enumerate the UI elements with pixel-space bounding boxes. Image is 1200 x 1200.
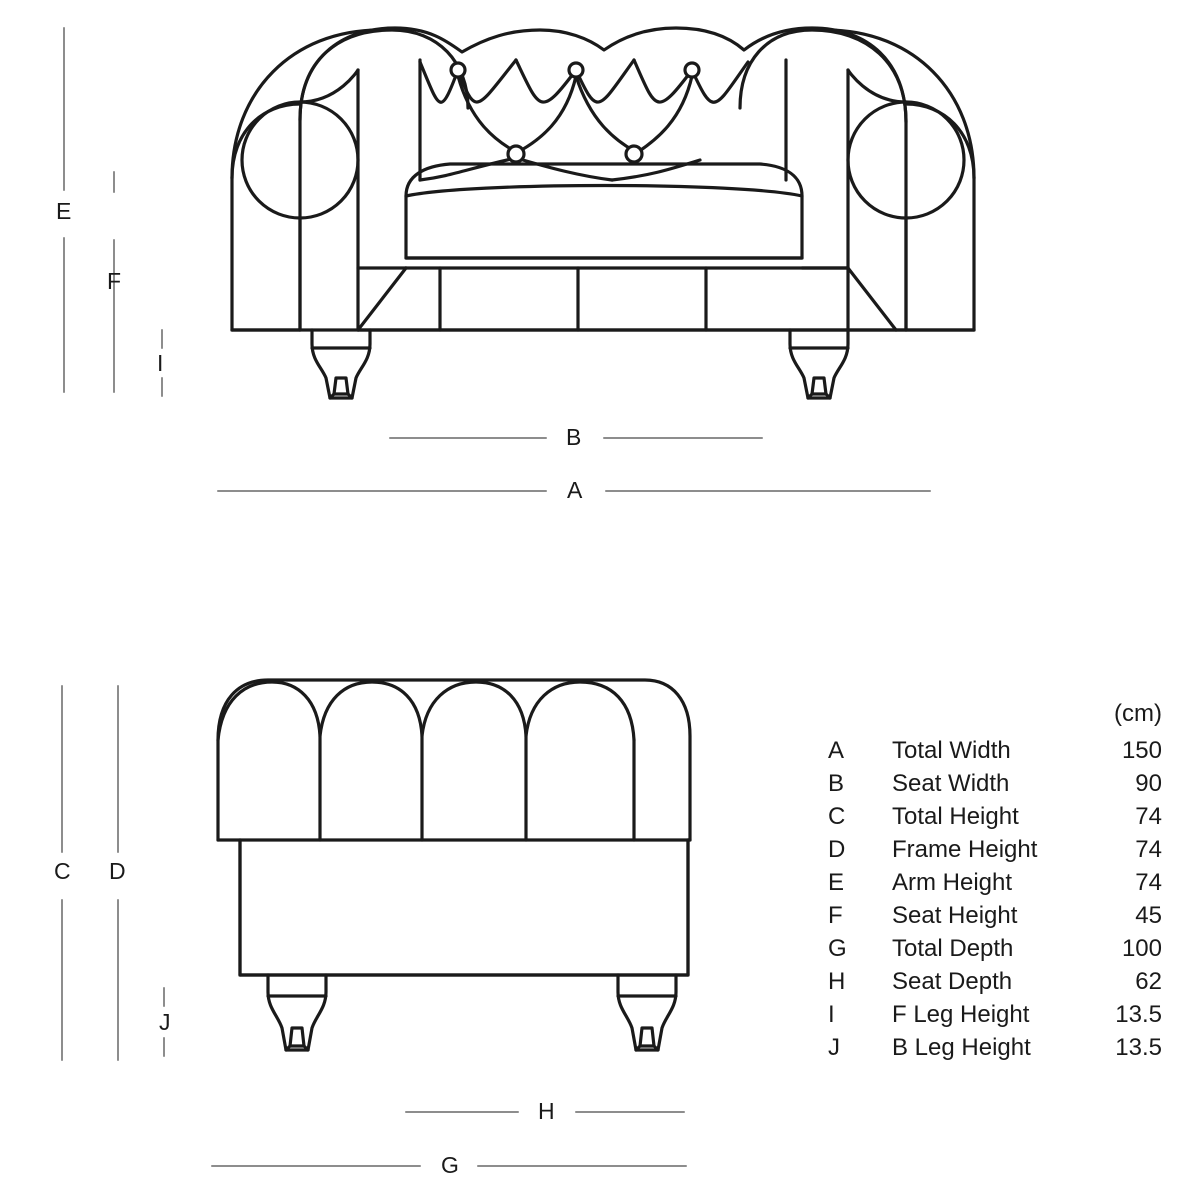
dimension-label-A: A [567, 477, 583, 503]
spec-value: 74 [1135, 836, 1162, 863]
spec-value: 62 [1135, 968, 1162, 995]
spec-key: J [828, 1034, 840, 1061]
table-row [828, 935, 1168, 968]
spec-name: Frame Height [892, 836, 1038, 863]
table-row [828, 836, 1168, 869]
spec-key: G [828, 935, 847, 962]
dimension-label-I: I [157, 350, 164, 376]
spec-name: Seat Width [892, 770, 1010, 797]
spec-value: 100 [1121, 935, 1162, 962]
table-row [828, 770, 1168, 803]
table-row [828, 1001, 1168, 1034]
dimension-label-C: C [54, 858, 72, 884]
spec-name: Arm Height [892, 869, 1013, 896]
spec-value: 150 [1121, 737, 1162, 764]
table-row [828, 737, 1168, 770]
spec-key: F [828, 902, 843, 929]
dimension-label-H: H [538, 1098, 556, 1124]
dimension-label-J: J [159, 1009, 171, 1035]
spec-key: I [828, 1001, 835, 1028]
spec-value: 13.5 [1115, 1001, 1162, 1028]
spec-key: E [828, 869, 845, 896]
spec-name: B Leg Height [892, 1034, 1031, 1061]
dimension-label-F: F [107, 268, 122, 294]
table-row [828, 803, 1168, 836]
side-view-armchair [218, 680, 690, 1050]
spec-name: Total Width [892, 737, 1011, 764]
spec-key: C [828, 803, 846, 830]
spec-name: Seat Depth [892, 968, 1013, 995]
spec-value: 74 [1135, 869, 1162, 896]
spec-key: H [828, 968, 846, 995]
spec-value: 13.5 [1115, 1034, 1162, 1061]
spec-key: D [828, 836, 846, 863]
spec-key: A [828, 737, 845, 764]
table-row [828, 869, 1168, 902]
dimension-label-G: G [441, 1152, 460, 1178]
spec-name: Total Depth [892, 935, 1014, 962]
dimension-label-D: D [109, 858, 127, 884]
spec-name: Seat Height [892, 902, 1018, 929]
spec-unit-label: (cm) [1114, 700, 1162, 727]
spec-value: 90 [1135, 770, 1162, 797]
spec-key: B [828, 770, 845, 797]
spec-name: Total Height [892, 803, 1019, 830]
table-row [828, 902, 1168, 935]
table-row [828, 968, 1168, 1001]
dimension-label-E: E [56, 198, 72, 224]
spec-value: 45 [1135, 902, 1162, 929]
spec-name: F Leg Height [892, 1001, 1030, 1028]
dimension-label-B: B [566, 424, 582, 450]
spec-value: 74 [1135, 803, 1162, 830]
table-row [828, 1034, 1168, 1067]
dimension-spec-table [828, 700, 1168, 1067]
front-view-armchair [232, 28, 974, 398]
